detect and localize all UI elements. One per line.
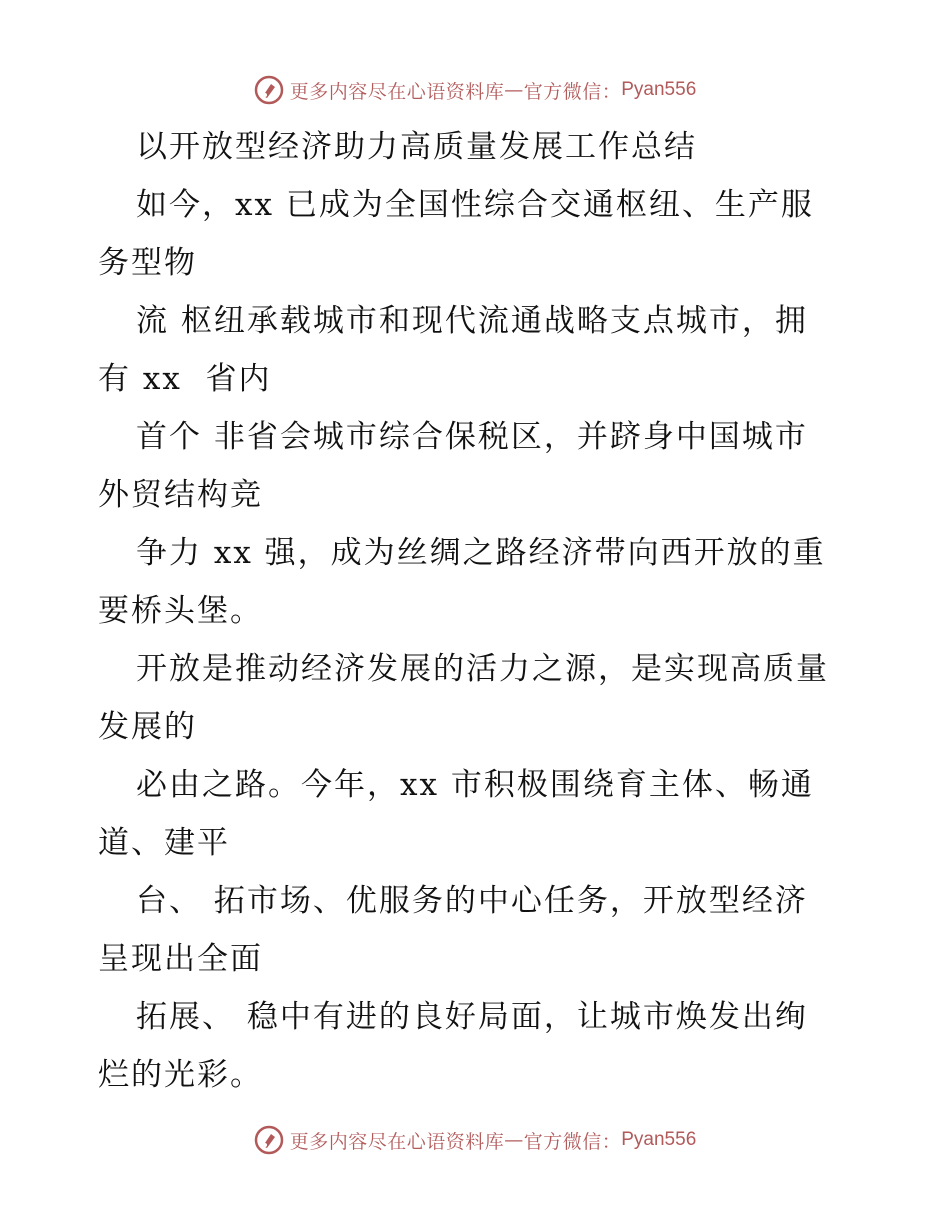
document-title: 以开放型经济助力高质量发展工作总结 bbox=[136, 129, 697, 165]
paragraph-line: 开放是推动经济发展的活力之源，是实现高质量 bbox=[136, 651, 829, 687]
document-body bbox=[98, 118, 858, 1104]
paragraph-line: 首个 非省会城市综合保税区，并跻身中国城市 bbox=[136, 419, 808, 455]
pen-nib-icon bbox=[254, 1125, 284, 1155]
banner-separator: — bbox=[504, 1129, 524, 1151]
paragraph-line: 外贸结构竞 bbox=[98, 477, 263, 513]
pen-nib-icon bbox=[254, 75, 284, 105]
paragraph-line: 烂的光彩。 bbox=[98, 1057, 263, 1093]
banner-separator: — bbox=[504, 79, 524, 101]
banner-wechat-id: Pyan556 bbox=[621, 1129, 697, 1150]
paragraph-line: 务型物 bbox=[98, 245, 197, 281]
header-watermark-banner bbox=[0, 70, 950, 110]
banner-wechat-label: 官方微信： bbox=[523, 80, 622, 103]
banner-wechat-label: 官方微信： bbox=[523, 1130, 622, 1153]
banner-brand-text: 更多内容尽在心语资料库 bbox=[289, 80, 505, 103]
paragraph-line: 台、 拓市场、优服务的中心任务，开放型经济 bbox=[136, 883, 808, 919]
paragraph-line: 拓展、 稳中有进的良好局面，让城市焕发出绚 bbox=[136, 999, 808, 1035]
paragraph-line: 必由之路。今年，xx 市积极围绕育主体、畅通 bbox=[136, 767, 814, 803]
paragraph-line: 如今，xx 已成为全国性综合交通枢纽、生产服 bbox=[136, 187, 814, 223]
paragraph-line: 流 枢纽承载城市和现代流通战略支点城市，拥 bbox=[136, 303, 808, 339]
banner-wechat-id: Pyan556 bbox=[621, 79, 697, 100]
paragraph-line: 有 xx 省内 bbox=[98, 361, 272, 397]
paragraph-line: 发展的 bbox=[98, 709, 197, 745]
paragraph-line: 呈现出全面 bbox=[98, 941, 263, 977]
banner-brand-text: 更多内容尽在心语资料库 bbox=[289, 1130, 505, 1153]
paragraph-line: 争力 xx 强，成为丝绸之路经济带向西开放的重 bbox=[136, 535, 826, 571]
paragraph-line: 道、建平 bbox=[98, 825, 230, 861]
paragraph-line: 要桥头堡。 bbox=[98, 593, 263, 629]
footer-watermark-banner bbox=[0, 1120, 950, 1160]
